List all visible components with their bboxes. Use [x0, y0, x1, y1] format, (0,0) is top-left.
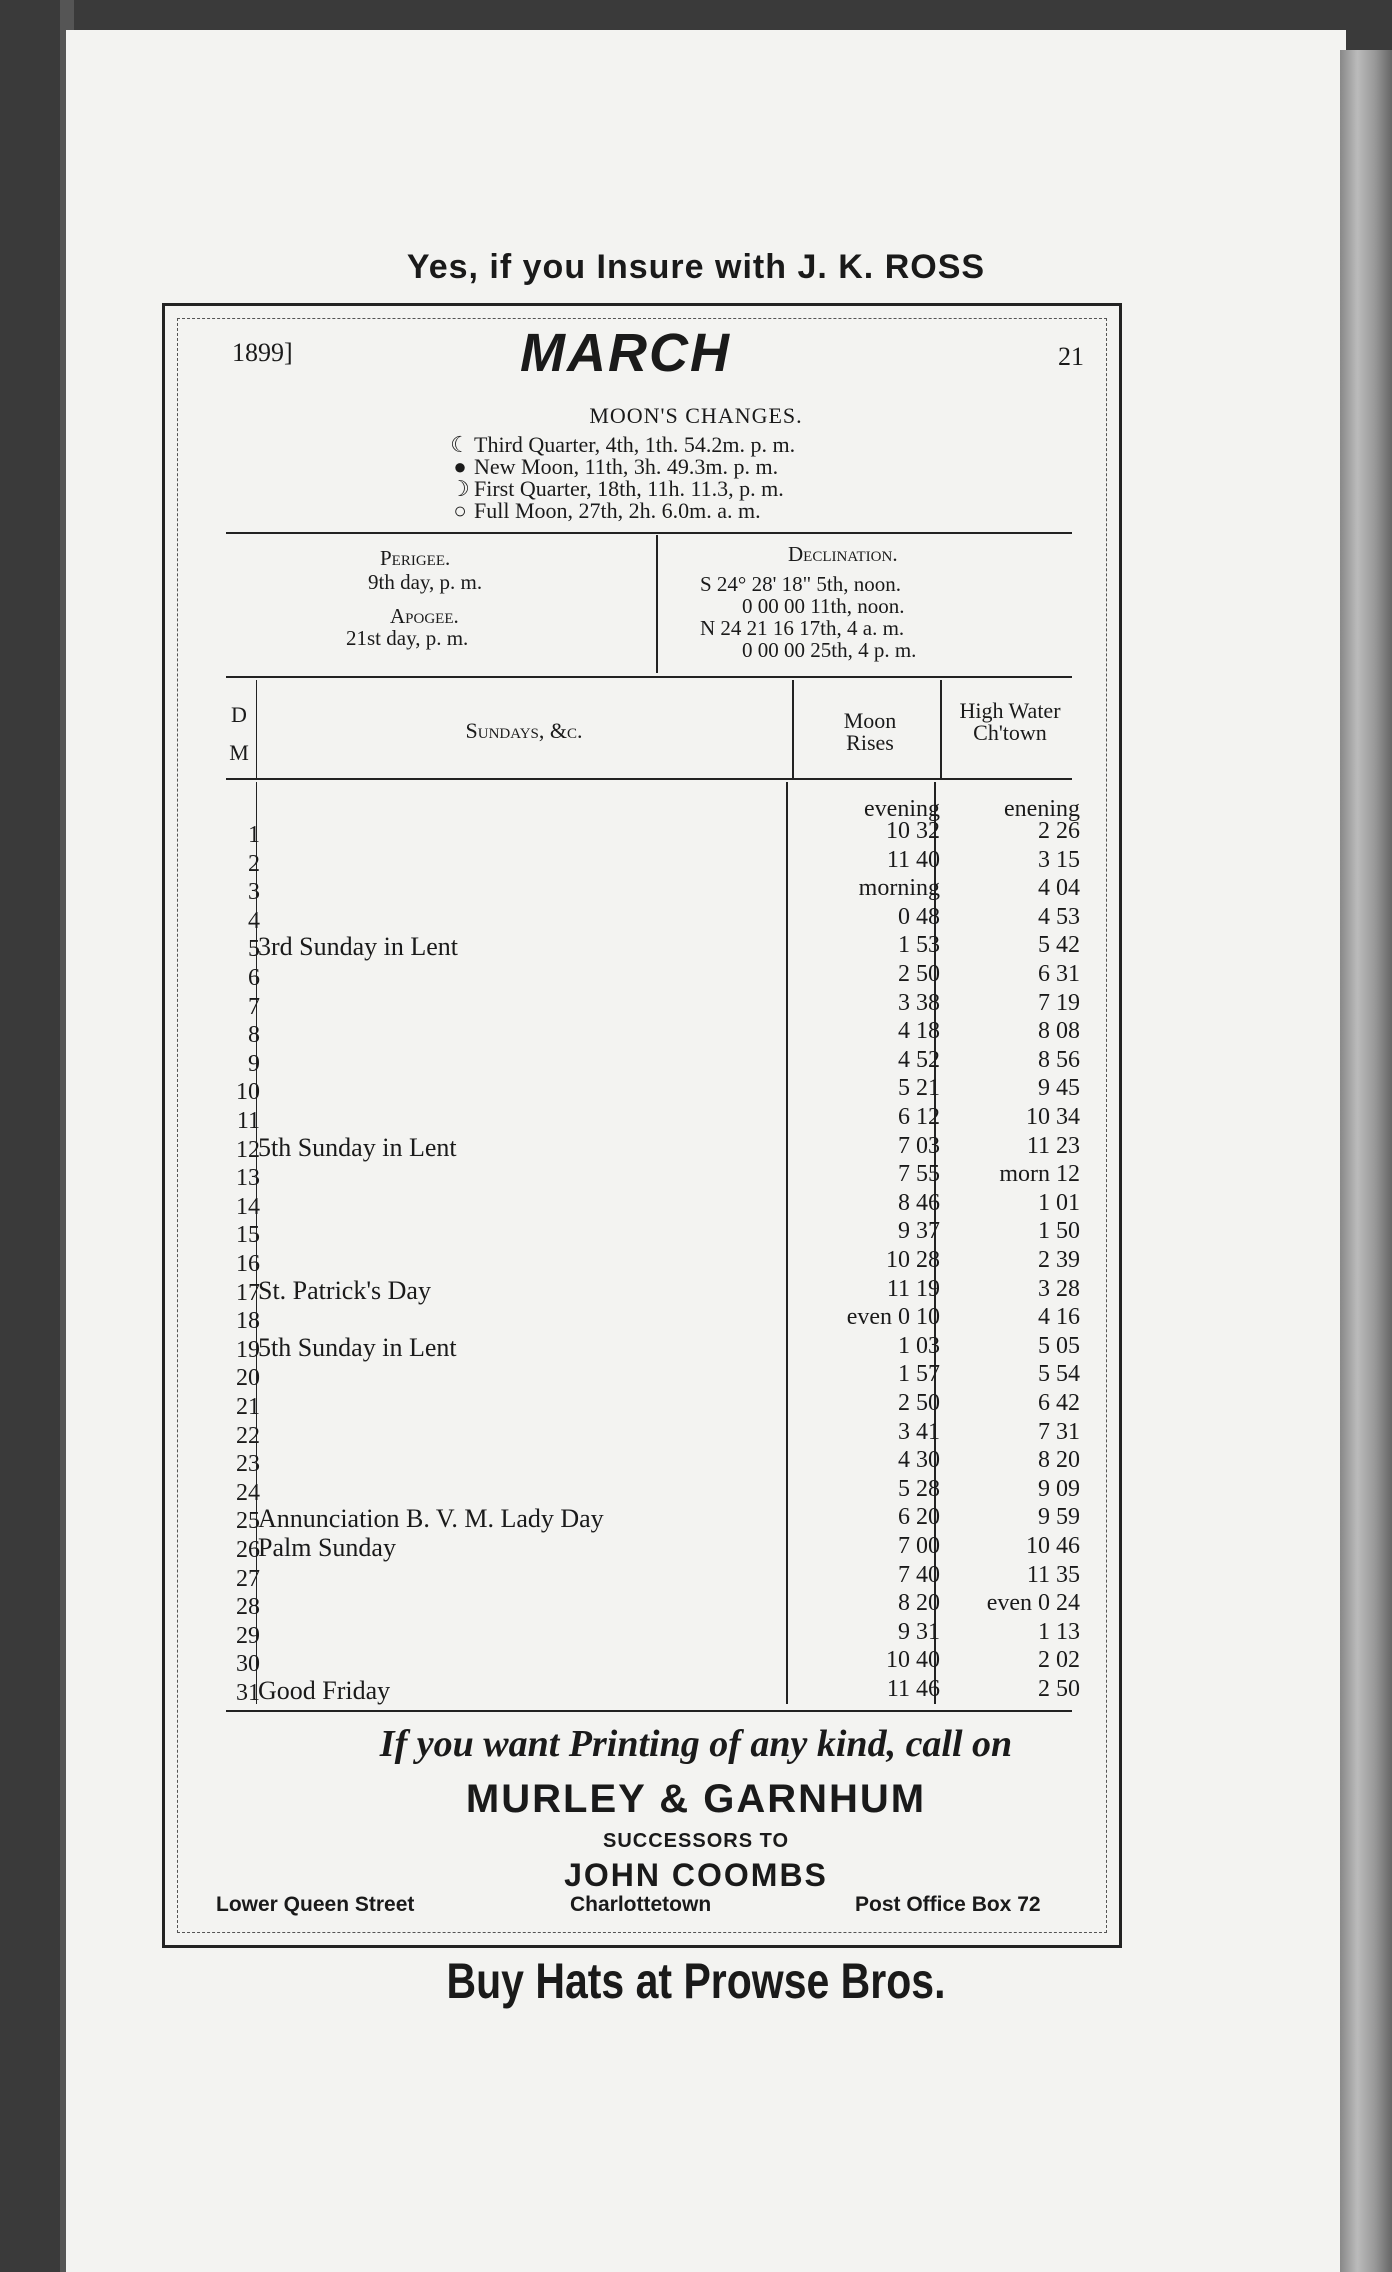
high-water-time: 2 50: [1038, 1676, 1080, 1702]
moon-rise-time: 5 21: [898, 1075, 940, 1102]
day-number: 26: [236, 1537, 260, 1563]
day-column-header: D M: [229, 702, 249, 765]
printing-ad-tagline: If you want Printing of any kind, call on: [379, 1723, 1013, 1765]
day-number: 23: [236, 1451, 260, 1478]
declination-row: N 24 21 16 17th, 4 a. m.: [700, 616, 905, 640]
day-number: 14: [236, 1193, 260, 1220]
page-number: 21: [1058, 342, 1084, 371]
declination-label: Declination.: [788, 542, 898, 566]
moon-rise-time: 8 20: [898, 1590, 940, 1617]
divider: [226, 532, 1072, 534]
declination-row: 0 00 00 11th, noon.: [742, 594, 905, 618]
high-water-time: 8 20: [1038, 1447, 1080, 1474]
page-edge: [1340, 50, 1392, 2272]
moon-change-text: Third Quarter, 4th, 1th. 54.2m. p. m.: [474, 432, 796, 457]
printing-ad-predecessor: JOHN COOMBS: [564, 1857, 828, 1893]
moon-rises-period-label: evening: [864, 796, 940, 822]
moon-rise-time: 8 46: [898, 1189, 940, 1216]
moon-rise-time: 4 30: [898, 1447, 940, 1474]
perigee-label: Perigee.: [380, 546, 451, 570]
day-number: 8: [248, 1022, 260, 1049]
day-number: 29: [236, 1622, 260, 1649]
day-number: 17: [236, 1279, 260, 1306]
moon-rise-time: 6 20: [898, 1504, 940, 1531]
high-water-time: 5 05: [1038, 1332, 1080, 1359]
day-number: 2: [248, 850, 260, 877]
event-label: Good Friday: [258, 1676, 391, 1705]
moon-rise-time: 0 48: [898, 903, 940, 930]
event-label: Annunciation B. V. M. Lady Day: [258, 1504, 604, 1534]
high-water-time: 3 15: [1038, 846, 1080, 873]
divider: [226, 676, 1072, 678]
high-water-time: 2 02: [1038, 1647, 1080, 1674]
divider: [786, 782, 788, 1704]
moon-rise-time: 3 38: [898, 989, 940, 1016]
moon-rise-time: 7 40: [898, 1561, 940, 1588]
moon-rise-time: 5 28: [898, 1475, 940, 1502]
high-water-time: 9 45: [1038, 1075, 1080, 1102]
high-water-time: 8 56: [1038, 1046, 1080, 1073]
moon-rise-time: 10 40: [886, 1647, 940, 1674]
high-water-time: 10 46: [1026, 1533, 1080, 1559]
printing-ad-box: Post Office Box 72: [855, 1893, 1041, 1916]
moon-rise-time: 6 12: [898, 1104, 940, 1130]
third-quarter-icon: ☾: [450, 432, 470, 457]
day-number: 24: [236, 1479, 260, 1506]
day-number: 22: [236, 1422, 260, 1449]
high-water-time: 1 50: [1038, 1218, 1080, 1245]
moon-rise-time: 11 46: [886, 1676, 940, 1702]
high-water-time: 5 54: [1038, 1361, 1080, 1388]
moon-rise-time: 9 31: [898, 1618, 940, 1645]
high-water-time: 8 08: [1038, 1018, 1080, 1045]
moon-rise-time: even 0 10: [846, 1304, 940, 1331]
day-number: 15: [236, 1222, 260, 1249]
high-water-time: 4 16: [1038, 1304, 1080, 1331]
moon-change-text: Full Moon, 27th, 2h. 6.0m. a. m.: [474, 498, 761, 523]
high-water-time: 9 09: [1038, 1475, 1080, 1502]
year-label: 1899]: [232, 338, 293, 367]
moon-change-text: New Moon, 11th, 3h. 49.3m. p. m.: [474, 454, 779, 479]
moon-rise-time: 7 03: [898, 1132, 940, 1159]
day-number: 18: [236, 1308, 260, 1335]
event-label: 5th Sunday in Lent: [258, 1332, 457, 1362]
moon-rise-time: 10 28: [886, 1247, 940, 1273]
moon-rise-time: 1 57: [898, 1361, 940, 1388]
day-number: 1: [248, 822, 260, 848]
divider: [656, 535, 658, 673]
moon-rise-time: 4 18: [898, 1018, 940, 1045]
moon-rise-time: morning: [858, 875, 940, 902]
day-number: 20: [236, 1365, 260, 1392]
high-water-time: even 0 24: [986, 1590, 1080, 1617]
day-number: 5: [248, 936, 260, 963]
moon-change-text: First Quarter, 18th, 11h. 11.3, p. m.: [474, 476, 784, 501]
high-water-time: 2 26: [1038, 818, 1080, 844]
day-number: 31: [236, 1680, 260, 1706]
day-number: 6: [248, 965, 260, 991]
top-advertisement: Yes, if you Insure with J. K. ROSS: [406, 248, 986, 286]
bottom-advertisement: Buy Hats at Prowse Bros.: [446, 1953, 946, 2009]
full-moon-icon: ○: [453, 498, 467, 523]
day-number: 27: [236, 1565, 260, 1592]
moon-rise-time: 9 37: [898, 1218, 940, 1245]
printing-ad-city: Charlottetown: [570, 1893, 712, 1916]
day-number: 16: [236, 1251, 260, 1277]
event-label: 5th Sunday in Lent: [258, 1132, 457, 1162]
high-water-time: morn 12: [999, 1161, 1080, 1188]
high-water-time: 10 34: [1026, 1104, 1080, 1130]
new-moon-icon: ●: [453, 454, 467, 479]
apogee-label: Apogee.: [390, 604, 459, 628]
printing-ad-successors: SUCCESSORS TO: [603, 1830, 789, 1852]
divider: [792, 680, 794, 780]
day-number: 21: [236, 1394, 260, 1420]
moon-rise-time: 2 50: [898, 1390, 940, 1416]
day-number: 4: [248, 907, 260, 934]
moon-rise-time: 3 41: [898, 1418, 940, 1445]
high-water-column-header: High Water Ch'town: [959, 698, 1061, 745]
high-water-time: 11 23: [1026, 1132, 1080, 1159]
event-label: St. Patrick's Day: [258, 1275, 431, 1305]
day-number: 25: [236, 1508, 260, 1535]
moon-changes-title: MOON'S CHANGES.: [589, 403, 803, 428]
high-water-time: 6 31: [1038, 961, 1080, 987]
first-quarter-icon: ☽: [450, 476, 470, 501]
divider: [940, 680, 942, 780]
high-water-time: 5 42: [1038, 932, 1080, 959]
high-water-time: 1 13: [1038, 1618, 1080, 1645]
divider: [226, 1710, 1072, 1712]
high-water-time: 7 31: [1038, 1418, 1080, 1445]
high-water-time: 11 35: [1026, 1561, 1080, 1588]
day-number: 7: [248, 993, 260, 1020]
day-number: 10: [236, 1079, 260, 1106]
high-water-time: 4 53: [1038, 903, 1080, 930]
moon-rise-time: 10 32: [886, 818, 940, 844]
divider: [226, 778, 1072, 780]
event-label: Palm Sunday: [258, 1533, 396, 1562]
high-water-time: 1 01: [1038, 1189, 1080, 1216]
day-number: 30: [236, 1651, 260, 1678]
day-number: 9: [248, 1050, 260, 1077]
high-water-time: 3 28: [1038, 1275, 1080, 1302]
apogee-value: 21st day, p. m.: [346, 626, 469, 650]
declination-row: S 24° 28' 18" 5th, noon.: [700, 572, 902, 596]
declination-row: 0 00 00 25th, 4 p. m.: [742, 638, 917, 662]
moon-rise-time: 7 00: [898, 1533, 940, 1559]
moon-rise-time: 11 19: [886, 1275, 940, 1302]
moon-rise-time: 1 53: [898, 932, 940, 959]
moon-change-row: [446, 498, 761, 524]
moon-rise-time: 2 50: [898, 961, 940, 987]
high-water-period-label: enening: [1004, 796, 1080, 822]
event-label: 3rd Sunday in Lent: [258, 932, 459, 962]
high-water-time: 9 59: [1038, 1504, 1080, 1531]
day-number: 19: [236, 1336, 260, 1363]
printing-ad-firm: MURLEY & GARNHUM: [465, 1777, 927, 1821]
moon-rise-time: 7 55: [898, 1161, 940, 1188]
high-water-time: 2 39: [1038, 1247, 1080, 1273]
day-number: 3: [248, 879, 260, 906]
day-number: 28: [236, 1594, 260, 1621]
moon-rises-column-header: Moon Rises: [843, 708, 897, 755]
day-number: 13: [236, 1165, 260, 1192]
day-number: 11: [236, 1108, 260, 1134]
high-water-time: 7 19: [1038, 989, 1080, 1016]
month-title: MARCH: [520, 323, 731, 383]
high-water-time: 6 42: [1038, 1390, 1080, 1416]
sundays-column-header: Sundays, &c.: [465, 718, 583, 743]
high-water-time: 4 04: [1038, 875, 1080, 902]
moon-rise-time: 4 52: [898, 1046, 940, 1073]
moon-rise-time: 11 40: [886, 846, 940, 873]
day-number: 12: [236, 1136, 260, 1163]
printing-ad-street: Lower Queen Street: [216, 1893, 415, 1916]
perigee-value: 9th day, p. m.: [368, 570, 483, 594]
moon-rise-time: 1 03: [898, 1332, 940, 1359]
